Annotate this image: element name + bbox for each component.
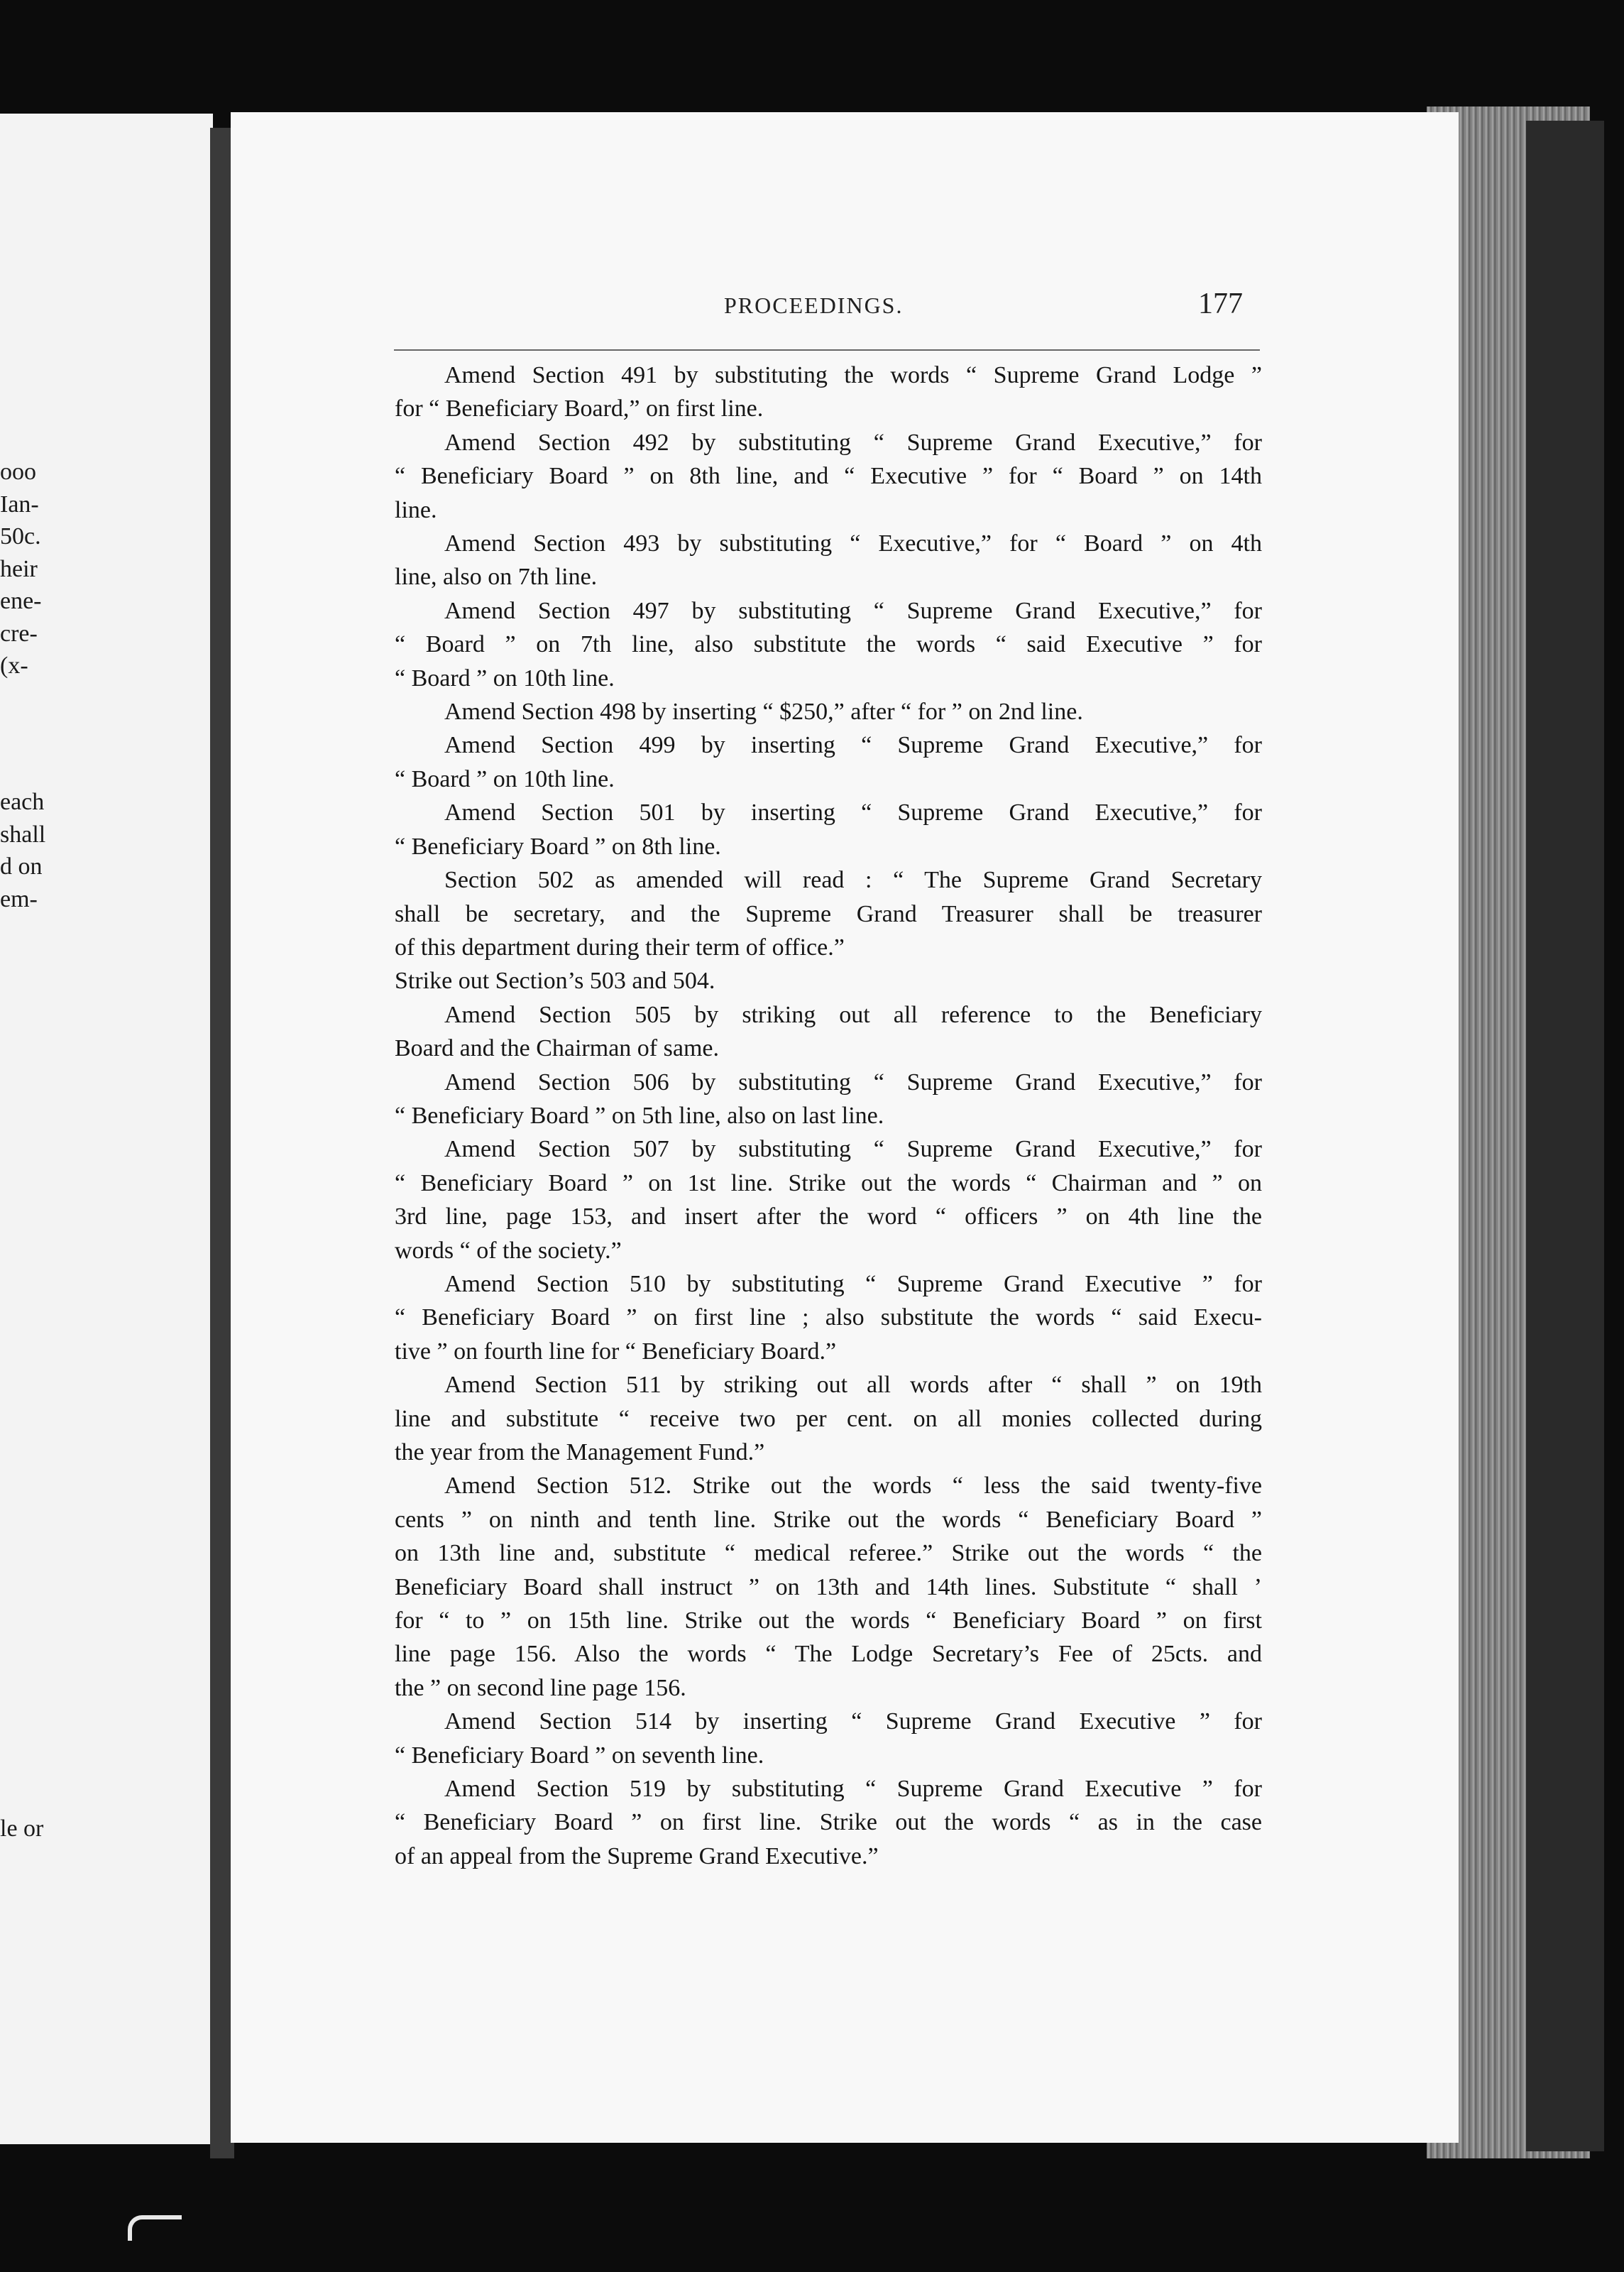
text-line: “ Beneficiary Board ” on 1st line. Strike out the words “ Chairman and ” on xyxy=(395,1169,1262,1196)
text-line: Amend Section 498 by inserting “ $250,” after “ for ” on 2nd line. xyxy=(444,699,1083,726)
page-edges-shadow xyxy=(1526,121,1604,2151)
text-line: Amend Section 512. Strike out the words “ less the said twenty-five xyxy=(444,1473,1262,1500)
body-text xyxy=(395,359,1262,1873)
left-page-fragment: ooo xyxy=(0,459,36,485)
text-line: “ Board ” on 10th line. xyxy=(395,765,615,792)
text-line: 3rd line, page 153, and insert after the word “ officers ” on 4th line the xyxy=(395,1203,1262,1230)
text-line: of this department during their term of office.” xyxy=(395,934,845,961)
text-line: Amend Section 501 by inserting “ Supreme Grand Executive,” for xyxy=(444,799,1262,826)
text-line: Amend Section 493 by substituting “ Executive,” for “ Board ” on 4th xyxy=(444,530,1262,557)
text-line: tive ” on fourth line for “ Beneficiary Board.” xyxy=(395,1338,837,1365)
left-page-fragment: 50c. xyxy=(0,523,41,550)
text-line: Strike out Section’s 503 and 504. xyxy=(395,968,715,995)
text-line: “ Beneficiary Board ” on 8th line. xyxy=(395,833,721,860)
left-page-fragment: heir xyxy=(0,556,38,582)
text-line: line page 156. Also the words “ The Lodge Secretary’s Fee of 25cts. and xyxy=(395,1641,1262,1668)
text-line: Amend Section 499 by inserting “ Supreme Grand Executive,” for xyxy=(444,732,1262,759)
left-page-fragment: cre- xyxy=(0,621,38,647)
text-line: “ Board ” on 10th line. xyxy=(395,665,615,692)
left-page-fragment: d on xyxy=(0,853,43,880)
text-line: Amend Section 519 by substituting “ Supreme Grand Executive ” for xyxy=(444,1776,1262,1803)
text-line: “ Beneficiary Board ” on seventh line. xyxy=(395,1742,764,1769)
text-line: Amend Section 492 by substituting “ Supreme Grand Executive,” for xyxy=(444,429,1262,456)
text-line: “ Board ” on 7th line, also substitute the words “ said Executive ” for xyxy=(395,631,1262,658)
left-page xyxy=(0,114,213,2144)
text-line: Amend Section 491 by substituting the words “ Supreme Grand Lodge ” xyxy=(444,362,1262,388)
text-line: of an appeal from the Supreme Grand Executive.” xyxy=(395,1842,879,1869)
left-page-fragment: ene- xyxy=(0,588,42,614)
left-page-fragment: (x- xyxy=(0,652,28,679)
text-line: for “ to ” on 15th line. Strike out the words “ Beneficiary Board ” on first xyxy=(395,1607,1262,1634)
left-page-fragment: em- xyxy=(0,886,38,912)
text-line: on 13th line and, substitute “ medical referee.” Strike out the words “ the xyxy=(395,1540,1262,1567)
text-line: shall be secretary, and the Supreme Grand Treasurer shall be treasurer xyxy=(395,900,1262,927)
text-line: Amend Section 511 by striking out all words after “ shall ” on 19th xyxy=(444,1372,1262,1399)
text-line: Board and the Chairman of same. xyxy=(395,1035,719,1062)
text-line: words “ of the society.” xyxy=(395,1237,622,1264)
left-page-fragment: le or xyxy=(0,1815,44,1842)
text-line: “ Beneficiary Board ” on 8th line, and “ Executive ” for “ Board ” on 14th xyxy=(395,463,1262,490)
text-line: line. xyxy=(395,496,437,523)
page-number: 177 xyxy=(1198,288,1243,320)
text-line: line, also on 7th line. xyxy=(395,564,598,591)
left-page-fragment: Ian- xyxy=(0,491,39,518)
text-line: Amend Section 507 by substituting “ Supreme Grand Executive,” for xyxy=(444,1136,1262,1163)
running-head: PROCEEDINGS. xyxy=(724,293,904,318)
header-rule xyxy=(394,349,1260,351)
text-line: line and substitute “ receive two per cent. on all monies collected during xyxy=(395,1405,1262,1432)
text-line: Amend Section 514 by inserting “ Supreme Grand Executive ” for xyxy=(444,1708,1262,1735)
left-page-fragment: each xyxy=(0,789,45,815)
text-line: Beneficiary Board shall instruct ” on 13th and 14th lines. Substitute “ shall ’ xyxy=(395,1573,1262,1600)
text-line: cents ” on ninth and tenth line. Strike out the words “ Beneficiary Board ” xyxy=(395,1506,1262,1533)
text-line: “ Beneficiary Board ” on first line. Strike out the words “ as in the case xyxy=(395,1809,1262,1836)
text-line: for “ Beneficiary Board,” on first line. xyxy=(395,395,764,422)
text-line: “ Beneficiary Board ” on 5th line, also on last line. xyxy=(395,1102,884,1129)
left-page-fragment: shall xyxy=(0,821,46,848)
text-line: Amend Section 505 by striking out all reference to the Beneficiary xyxy=(444,1001,1262,1028)
text-line: Amend Section 506 by substituting “ Supreme Grand Executive,” for xyxy=(444,1069,1262,1096)
text-line: Amend Section 510 by substituting “ Supreme Grand Executive ” for xyxy=(444,1270,1262,1297)
text-line: the ” on second line page 156. xyxy=(395,1674,686,1701)
text-line: Section 502 as amended will read : “ The Supreme Grand Secretary xyxy=(444,867,1262,894)
text-line: the year from the Management Fund.” xyxy=(395,1439,765,1465)
text-line: Amend Section 497 by substituting “ Supreme Grand Executive,” for xyxy=(444,597,1262,624)
text-line: “ Beneficiary Board ” on first line ; also substitute the words “ said Execu- xyxy=(395,1304,1262,1331)
scan-mark xyxy=(128,2215,182,2241)
